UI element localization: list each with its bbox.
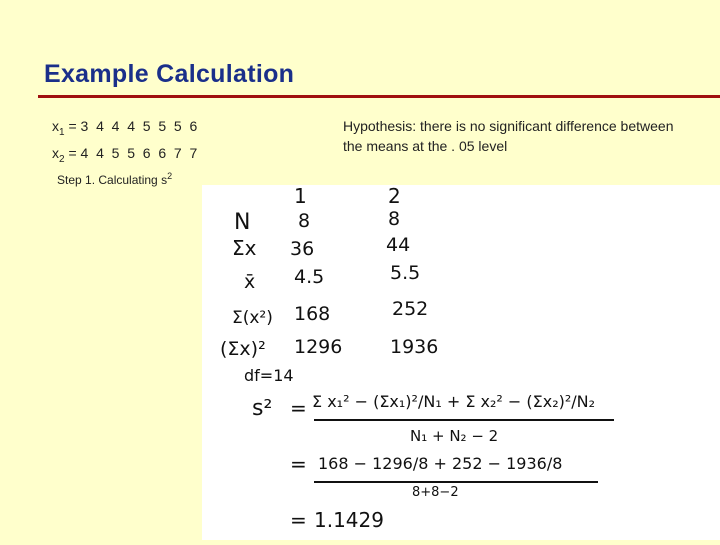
title-rule [38, 95, 720, 98]
hypothesis-text: Hypothesis: there is no significant difference between the means at the . 05 level [343, 118, 674, 154]
col2-sq-sum: 1936 [390, 336, 439, 358]
equals-2: = [290, 452, 307, 476]
result-value: 1.1429 [314, 508, 384, 532]
row-label-sq-sum: (Σx)² [220, 338, 266, 360]
handwritten-work [202, 185, 720, 540]
col2-header: 2 [388, 185, 401, 208]
col2-n: 8 [388, 208, 401, 230]
step-text: Step 1. Calculating s [57, 173, 168, 187]
handwritten-svg [202, 185, 720, 540]
x2-row [52, 143, 197, 170]
col1-sumx: 36 [290, 238, 315, 260]
col1-sum-sq: 168 [294, 303, 331, 325]
slide-title: Example Calculation [44, 60, 295, 88]
row-label-mean: x̄ [244, 271, 256, 293]
x1-label: x [52, 118, 59, 134]
x1-values: = 3 4 4 4 5 5 5 6 [64, 118, 198, 134]
x2-label: x [52, 144, 59, 161]
formula-numerator: Σ x₁² − (Σx₁)²/N₁ + Σ x₂² − (Σx₂)²/N₂ [312, 392, 596, 411]
equals-1: = [290, 396, 307, 420]
col2-mean: 5.5 [390, 262, 421, 284]
x2-subscript: 2 [59, 153, 65, 165]
data-rows [52, 116, 197, 170]
col1-mean: 4.5 [294, 266, 325, 288]
substitution-denominator: 8+8−2 [412, 485, 459, 500]
col1-header: 1 [294, 185, 307, 208]
degrees-of-freedom: df=14 [244, 366, 294, 385]
x1-subscript: 1 [59, 126, 65, 138]
row-label-n: N [234, 210, 251, 235]
col1-sq-sum: 1296 [294, 336, 343, 358]
equals-3: = [290, 508, 307, 532]
substitution-numerator: 168 − 1296/8 + 252 − 1936/8 [318, 454, 563, 473]
col1-n: 8 [298, 210, 311, 232]
step-superscript: 2 [167, 171, 173, 181]
col2-sumx: 44 [386, 234, 411, 256]
s2-label: s² [252, 396, 273, 421]
row-label-sum-sq: Σ(x²) [232, 308, 273, 328]
step-label [57, 171, 172, 187]
row-label-sumx: Σx [232, 236, 257, 260]
col2-sum-sq: 252 [392, 298, 429, 320]
x2-values: = 4 4 5 5 6 6 7 7 [64, 144, 198, 161]
x1-row [52, 116, 197, 143]
formula-denominator: N₁ + N₂ − 2 [410, 427, 499, 445]
